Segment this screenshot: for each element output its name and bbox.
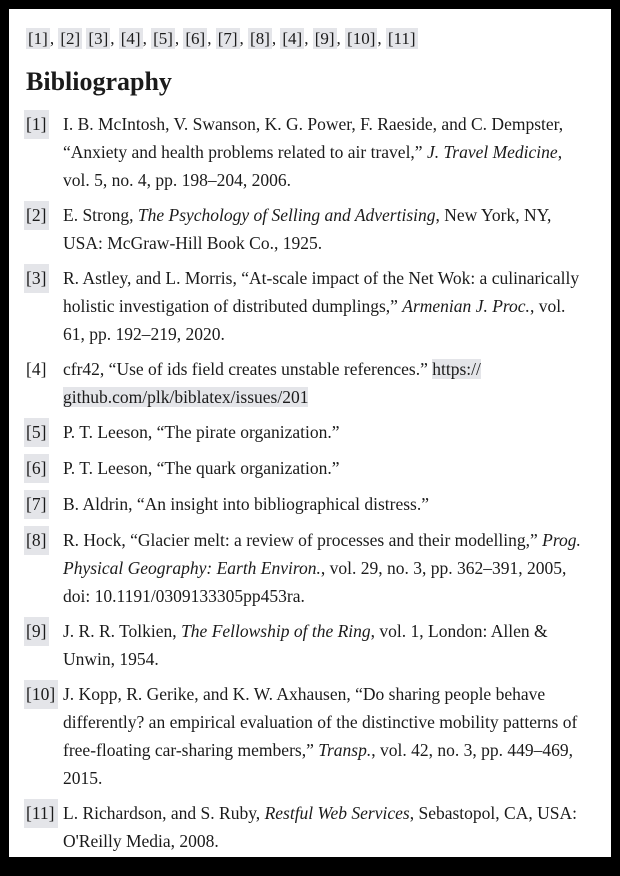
entry-title-italic: The Psychology of Selling and Advertising: [137, 205, 436, 225]
citation-ref[interactable]: [7]: [217, 29, 238, 48]
entry-text-run: , vol. 42, no. 3, pp. 449–469, 2015.: [63, 740, 573, 788]
entry-text-run: E. Strong,: [63, 205, 138, 225]
entry-text-run: R. Hock, “Glacier melt: a review of processes and their modelling,”: [63, 530, 543, 550]
entry-label[interactable]: [7]: [24, 490, 49, 519]
entry-title-italic: Armenian J. Proc.: [402, 296, 530, 316]
entry-text-run: , vol. 1, London: Allen & Unwin, 1954.: [63, 621, 548, 669]
bibliography-entry: [26, 617, 589, 673]
entry-text: [63, 526, 589, 610]
entry-text-run: I. B. McIntosh, V. Swanson, K. G. Power, F. Raeside, and C. Dempster, “Anxiety and health problems related to air travel,”: [63, 114, 564, 162]
entry-label[interactable]: [10]: [24, 680, 58, 709]
bibliography-entry: [26, 418, 589, 447]
entry-text: [63, 110, 589, 194]
entry-label[interactable]: [6]: [24, 454, 49, 483]
bibliography-entry: [26, 110, 589, 194]
entry-label[interactable]: [2]: [24, 201, 49, 230]
entry-text: [63, 418, 589, 446]
citation-ref[interactable]: [10]: [347, 29, 376, 48]
entry-text: [63, 680, 589, 792]
entry-label-column: [26, 617, 63, 646]
bibliography-entry: [26, 264, 589, 348]
entry-label-column: [26, 201, 63, 230]
entry-label-column: [26, 264, 63, 293]
entry-label-column: [26, 490, 63, 519]
entry-label[interactable]: [3]: [24, 264, 49, 293]
citation-ref[interactable]: [3]: [88, 29, 109, 48]
entry-title-italic: Restful Web Services: [264, 803, 410, 823]
entry-title-italic: Prog. Physical Geography: Earth Environ.: [63, 530, 581, 578]
bibliography-entry: [26, 201, 589, 257]
entry-label[interactable]: [9]: [24, 617, 49, 646]
entry-text-run: J. Kopp, R. Gerike, and K. W. Axhausen, “Do sharing people behave differently? an empirical evaluation of the distinctive mobility patterns of free-floating car-sharing members,”: [63, 684, 578, 760]
entry-label-column: [26, 799, 63, 828]
entry-label-column: [26, 680, 63, 709]
entry-text-run: B. Aldrin, “An insight into bibliographical distress.”: [63, 494, 430, 514]
citation-ref[interactable]: [4]: [120, 29, 141, 48]
entry-text: [63, 201, 589, 257]
entry-label[interactable]: [1]: [24, 110, 49, 139]
bibliography-entry: [26, 526, 589, 610]
bibliography-entry: [26, 680, 589, 792]
citation-ref[interactable]: [5]: [153, 29, 173, 48]
entry-text-run: , Sebastopol, CA, USA: O'Reilly Media, 2008.: [63, 803, 577, 851]
bibliography-entry: [26, 355, 589, 411]
entry-text-run: cfr42, “Use of ids field creates unstable references.”: [63, 359, 433, 379]
entry-label-column: [26, 526, 63, 555]
citation-ref[interactable]: [6]: [185, 29, 206, 48]
entry-label[interactable]: [11]: [24, 799, 58, 828]
entry-text: [63, 454, 589, 482]
citation-ref[interactable]: [2]: [60, 29, 81, 48]
citation-ref[interactable]: [4]: [282, 29, 303, 48]
entry-title-italic: Transp.: [318, 740, 372, 760]
bibliography-entry: [26, 799, 589, 855]
entry-text: [63, 490, 589, 518]
entry-text: [63, 617, 589, 673]
bibliography-entry: [26, 454, 589, 483]
citation-line: [1] , [2] [3] , [4] , [5] , [6] , [7] , [8] , [4] , [9] , [10] , [11]: [28, 29, 416, 48]
entry-title-italic: J. Travel Medicine: [426, 142, 558, 162]
entry-text-run: , New York, NY, USA: McGraw-Hill Book Co., 1925.: [63, 205, 552, 253]
citation-ref[interactable]: [1]: [28, 29, 48, 48]
entry-text-run: R. Astley, and L. Morris, “At-scale impact of the Net Wok: a culinarically holistic investigation of distributed dumplings,”: [63, 268, 580, 316]
entry-url-link[interactable]: https://github.com/plk/biblatex/issues/201: [63, 359, 481, 407]
entry-label-column: [26, 454, 63, 483]
bibliography-entry: [26, 490, 589, 519]
entry-label[interactable]: [5]: [24, 418, 49, 447]
entry-text-run: P. T. Leeson, “The pirate organization.”: [63, 422, 340, 442]
entry-label-column: [26, 418, 63, 447]
entry-label: [4]: [26, 359, 47, 379]
entry-text: [63, 355, 589, 411]
citation-ref[interactable]: [8]: [250, 29, 270, 48]
entry-text-run: , vol. 5, no. 4, pp. 198–204, 2006.: [63, 142, 563, 190]
citation-ref[interactable]: [11]: [387, 29, 416, 48]
bibliography-list: [26, 110, 589, 855]
entry-text-run: , vol. 61, pp. 192–219, 2020.: [63, 296, 566, 344]
entry-text-run: , vol. 29, no. 3, pp. 362–391, 2005, doi: 10.1191/0309133305pp453ra.: [63, 558, 567, 606]
citation-ref[interactable]: [9]: [314, 29, 335, 48]
entry-text: [63, 799, 589, 855]
entry-title-italic: The Fellowship of the Ring: [181, 621, 371, 641]
entry-label-column: [26, 355, 63, 384]
entry-label-column: [26, 110, 63, 139]
entry-label[interactable]: [8]: [24, 526, 49, 555]
entry-text: [63, 264, 589, 348]
entry-text-run: L. Richardson, and S. Ruby,: [63, 803, 265, 823]
entry-text-run: P. T. Leeson, “The quark organization.”: [63, 458, 340, 478]
bibliography-heading: Bibliography: [26, 67, 172, 96]
document-page: [9, 9, 611, 857]
entry-text-run: J. R. R. Tolkien,: [63, 621, 182, 641]
